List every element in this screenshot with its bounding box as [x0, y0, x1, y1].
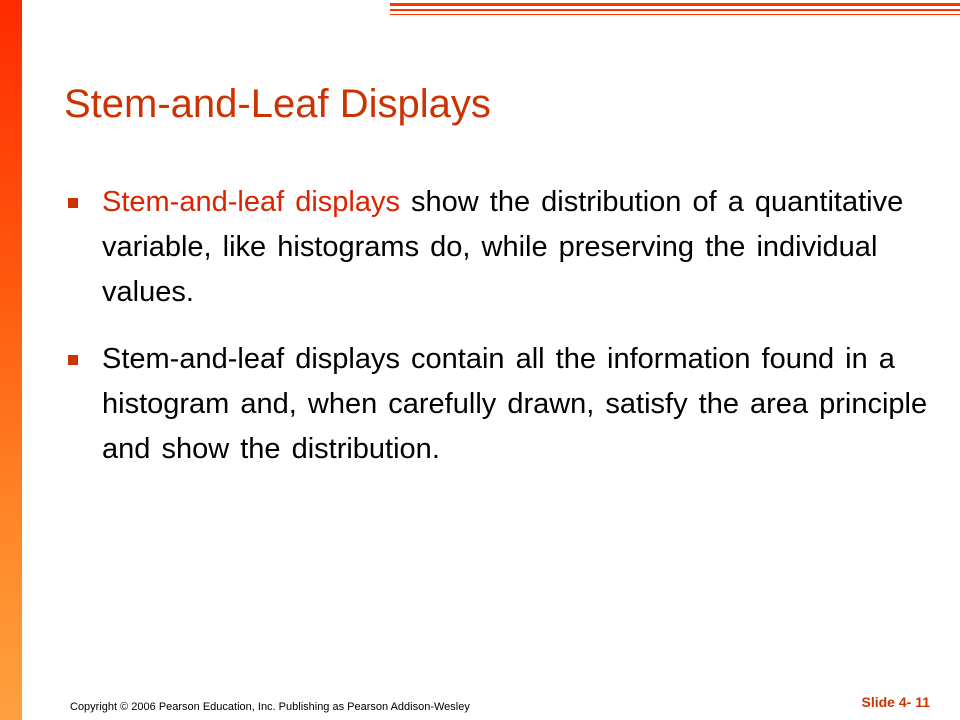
top-rule-3 — [390, 14, 960, 15]
bullet-list — [68, 180, 928, 494]
top-rule-2 — [390, 9, 960, 11]
copyright-notice: Copyright © 2006 Pearson Education, Inc. Publishing as Pearson Addison-Wesley — [70, 701, 470, 713]
square-bullet-icon — [68, 355, 78, 365]
slide-number: Slide 4- 11 — [861, 694, 930, 710]
bullet-item — [68, 337, 928, 472]
bullet-text: Stem-and-leaf displays contain all the information found in a histogram and, when carefully drawn, satisfy the area principle and show the distribution. — [102, 343, 928, 465]
bullet-item — [68, 180, 928, 315]
key-term: Stem-and-leaf displays — [102, 186, 400, 218]
bullet-text: show the distribution of a quantitative variable, like histograms do, while preserving the individual values. — [102, 186, 904, 308]
top-rule-1 — [390, 3, 960, 6]
square-bullet-icon — [68, 198, 78, 208]
top-accent-rules — [390, 0, 960, 20]
side-accent-bar — [0, 0, 22, 720]
slide-title: Stem-and-Leaf Displays — [64, 82, 491, 126]
